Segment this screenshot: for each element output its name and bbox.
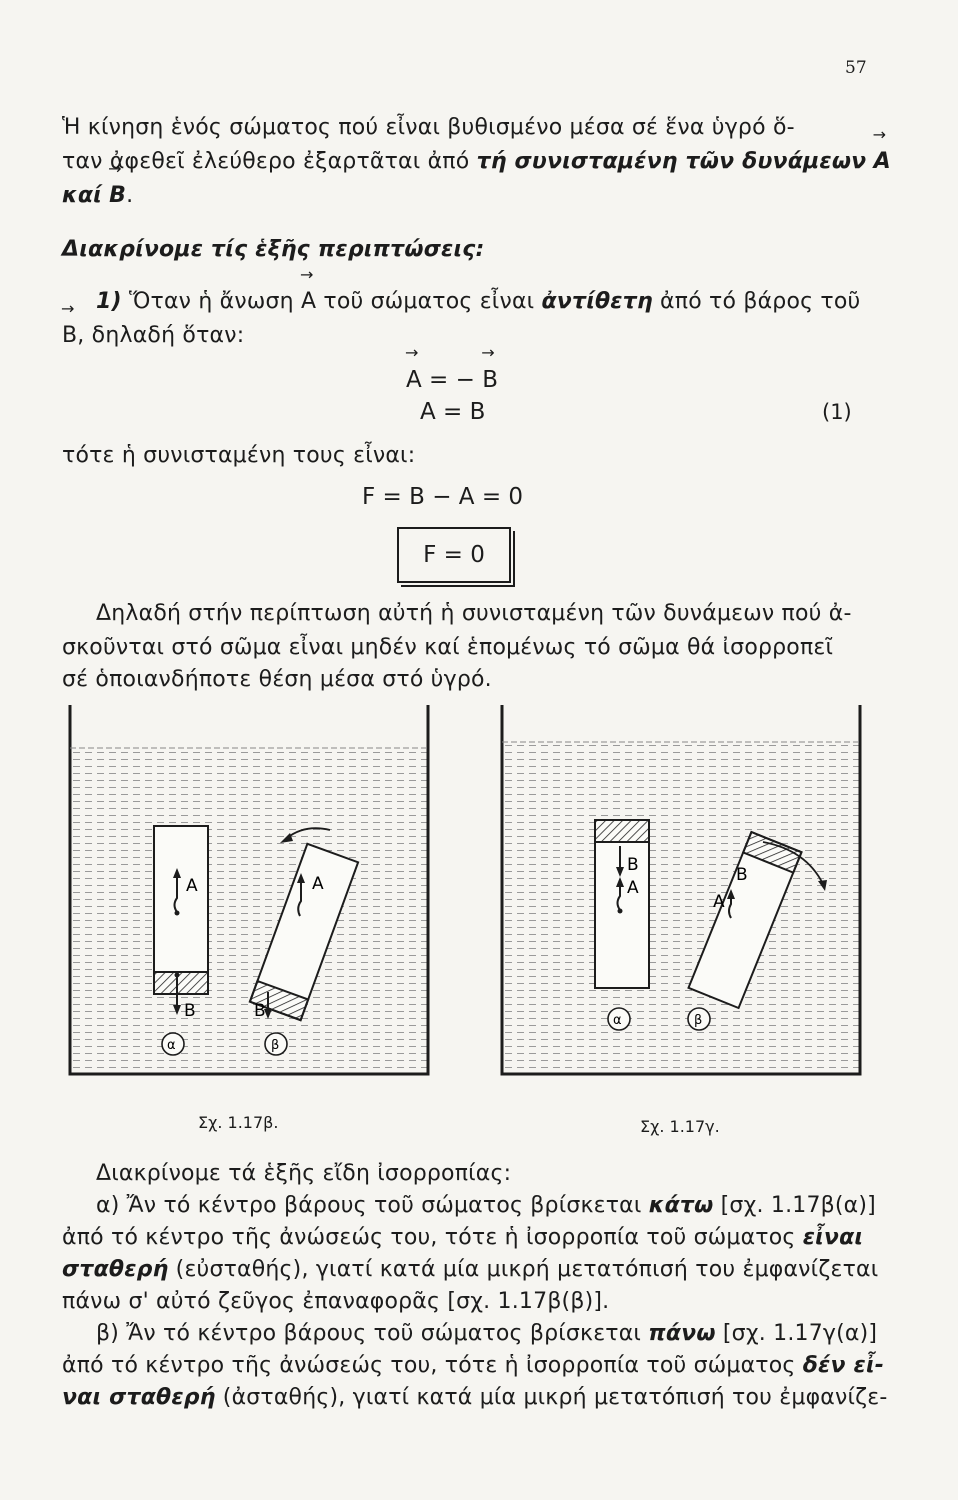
- b-l2-emph: δέν εἶ-: [802, 1353, 885, 1378]
- b-l1-ref: [σχ. 1.17γ(α)]: [715, 1321, 878, 1346]
- fig-right-marker-beta: β: [694, 1013, 703, 1028]
- intro-text: ταν ἀφεθεῖ ἐλεύθερο ἐξαρτᾶται ἀπό: [62, 149, 477, 174]
- case1-text-b: τοῦ σώματος εἶναι: [316, 289, 542, 314]
- b-l1-emph: πάνω: [648, 1321, 716, 1346]
- then-resultant-text: τότε ἡ συνισταμένη τους εἶναι:: [62, 443, 416, 468]
- case1-line2-text: , δηλαδή ὅταν:: [77, 323, 245, 348]
- intro-period: .: [126, 183, 134, 208]
- case1-text-c: ἀπό τό βάρος τοῦ: [652, 289, 861, 314]
- a-l3-emph: σταθερή: [62, 1257, 169, 1282]
- para3-a-line-2: [62, 1222, 872, 1254]
- fig-right-label-a1: A: [627, 878, 639, 898]
- b-l3-emph: ναι σταθερή: [62, 1385, 216, 1410]
- a-l1-ref: [σχ. 1.17β(α)]: [713, 1193, 876, 1218]
- body-left-alpha: [154, 826, 208, 1015]
- b-l1-text: β) Ἄν τό κέντρο βάρους τοῦ σώματος βρίσκεται: [96, 1321, 649, 1346]
- intro-emphasis: τή συνισταμένη τῶν δυνάμεων: [476, 149, 867, 174]
- body-right-alpha: [595, 820, 649, 988]
- a-l2-text: ἀπό τό κέντρο τῆς ἀνώσεώς του, τότε ἡ ἰσορροπία τοῦ σώματος: [62, 1225, 803, 1250]
- fig-left-marker-alpha: α: [167, 1038, 176, 1053]
- fig-left-label-b1: B: [184, 1001, 196, 1021]
- a-l3-text: (εὐσταθής), γιατί κατά μία μικρή μετατόπισή του ἐμφανίζεται: [168, 1257, 879, 1282]
- tank-left: [70, 705, 428, 1074]
- a-l1-text: α) Ἄν τό κέντρο βάρους τοῦ σώματος βρίσκεται: [96, 1193, 649, 1218]
- fig-left-label-a1: A: [186, 876, 198, 896]
- para3-a-line-3: [62, 1254, 879, 1286]
- para3-b-line-1: [96, 1318, 906, 1350]
- fig-right-label-b2: B: [736, 865, 748, 885]
- intro-line-1: Ἡ κίνηση ἑνός σώματος πού εἶναι βυθισμένο μέσα σέ ἕνα ὑγρό ὅ-: [62, 115, 795, 140]
- eq-vec-a: → A: [406, 364, 422, 396]
- para2-line-1: Δηλαδή στήν περίπτωση αὐτή ἡ συνισταμένη τῶν δυνάμεων πού ἀ-: [96, 601, 852, 626]
- case-number: 1): [96, 289, 122, 314]
- para3-a-line-1: [96, 1190, 906, 1222]
- section-heading: Διακρίνομε τίς ἑξῆς περιπτώσεις:: [62, 237, 485, 262]
- equation-magnitude: A = B: [420, 399, 486, 425]
- case1-emphasis: ἀντίθετη: [541, 289, 653, 314]
- vector-b-case1: → B: [62, 320, 77, 352]
- weight-hatch-icon: [154, 972, 208, 994]
- fig-left-label-b2: B: [254, 1001, 266, 1021]
- para2-line-3: σέ ὁποιανδήποτε θέση μέσα στό ὑγρό.: [62, 667, 492, 692]
- intro-and: καί: [62, 183, 102, 208]
- para3-b-line-3: [62, 1382, 888, 1414]
- fig-right-marker-alpha: α: [613, 1013, 622, 1028]
- fig-right-label-b1: B: [627, 855, 639, 875]
- boxed-equation: F = 0: [397, 527, 511, 583]
- vector-b: → B: [109, 180, 126, 212]
- eq-mid: = −: [421, 367, 483, 393]
- para3-b-line-2: [62, 1350, 885, 1382]
- page-number: 57: [845, 58, 867, 78]
- fig-right-label-a2: A: [713, 892, 725, 912]
- tank-right: [502, 705, 860, 1074]
- vector-a-case1: → A: [301, 286, 316, 318]
- a-l2-emph: εἶναι: [802, 1225, 864, 1250]
- equation-number: (1): [822, 400, 852, 424]
- para3-intro: Διακρίνομε τά ἑξῆς εἴδη ἰσορροπίας:: [96, 1161, 512, 1186]
- fig-left-caption: Σχ. 1.17β.: [198, 1113, 279, 1132]
- vector-a: → A: [874, 146, 891, 178]
- para3-a-line-4: πάνω σ' αὐτό ζεῦγος ἐπαναφορᾶς [σχ. 1.17β(β)].: [62, 1289, 610, 1314]
- water-right: [502, 742, 860, 1074]
- fig-left-marker-beta: β: [271, 1038, 280, 1053]
- b-l3-text: (ἀσταθής), γιατί κατά μία μικρή μετατόπισή του ἐμφανίζε-: [215, 1385, 888, 1410]
- b-l2-text: ἀπό τό κέντρο τῆς ἀνώσεώς του, τότε ἡ ἰσορροπία τοῦ σώματος: [62, 1353, 803, 1378]
- eq-vec-b: → B: [482, 364, 498, 396]
- equation-resultant: F = B − A = 0: [362, 484, 524, 510]
- fig-left-label-a2: A: [312, 874, 324, 894]
- fig-right-caption: Σχ. 1.17γ.: [640, 1117, 720, 1136]
- case1-text-a: Ὅταν ἡ ἄνωση: [121, 289, 301, 314]
- a-l1-emph: κάτω: [648, 1193, 714, 1218]
- para2-line-2: σκοῦνται στό σῶμα εἶναι μηδέν καί ἑπομένως τό σῶμα θά ἰσορροπεῖ: [62, 635, 834, 660]
- water-left: [70, 748, 428, 1074]
